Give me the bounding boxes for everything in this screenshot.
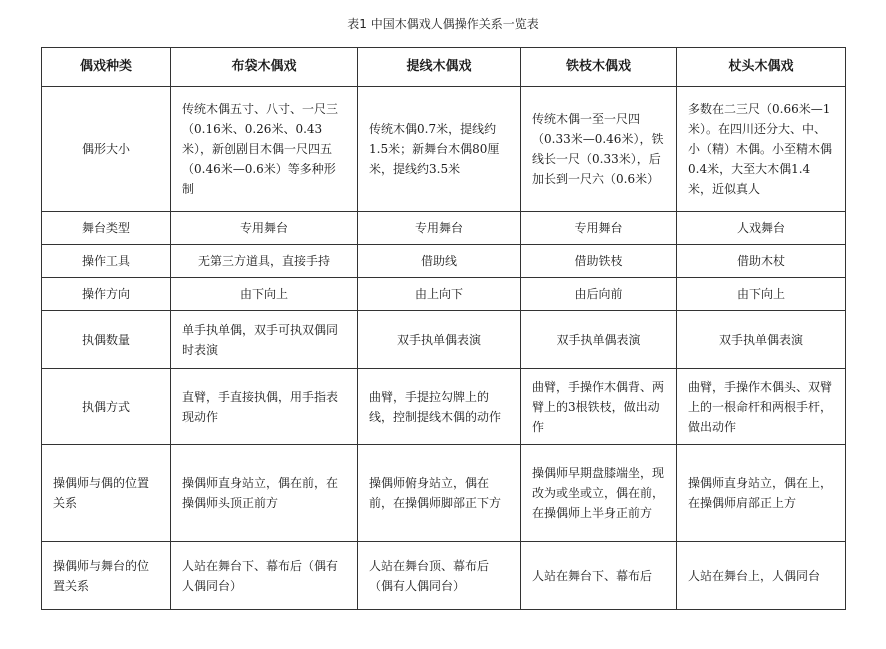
row-label [42,542,171,610]
table-cell: 多数在二三尺（0.66米—1米）。在四川还分大、中、小（精）木偶。小至精木偶0.4米，大至大木偶1.4米，近似真人 [677,87,846,212]
table-cell: 曲臂，手操作木偶头、双臂上的一根命杆和两根手杆，做出动作 [677,369,846,445]
header-cell-type: 偶戏种类 [42,48,171,87]
table-cell: 直臂，手直接执偶，用手指表现动作 [171,369,358,445]
table-cell: 专用舞台 [171,212,358,245]
header-cell-rod: 杖头木偶戏 [677,48,846,87]
header-cell-iron-rod: 铁枝木偶戏 [521,48,677,87]
table-cell: 人站在舞台上，人偶同台 [677,542,846,610]
table-row [42,542,846,610]
table-cell: 人站在舞台顶、幕布后（偶有人偶同台） [358,542,521,610]
table-cell: 曲臂，手提拉勾牌上的线，控制提线木偶的动作 [358,369,521,445]
header-cell-glove: 布袋木偶戏 [171,48,358,87]
row-label: 偶形大小 [42,87,171,212]
row-label: 操作方向 [42,278,171,311]
table-cell: 双手执单偶表演 [521,311,677,369]
table-cell: 操偶师直身站立，偶在前，在操偶师头顶正前方 [171,445,358,542]
table-cell: 传统木偶一至一尺四（0.33米—0.46米），铁线长一尺（0.33米），后加长到一尺六（0.6米） [521,87,677,212]
table-cell: 操偶师俯身站立，偶在前，在操偶师脚部正下方 [358,445,521,542]
table-caption: 表1 中国木偶戏人偶操作关系一览表 [347,17,539,31]
table-row [42,245,846,278]
row-label: 执偶数量 [42,311,171,369]
table-cell: 曲臂，手操作木偶背、两臂上的3根铁枝，做出动作 [521,369,677,445]
table-row [42,445,846,542]
row-label [42,445,171,542]
table-cell: 专用舞台 [521,212,677,245]
table-cell: 由下向上 [171,278,358,311]
table-cell: 由后向前 [521,278,677,311]
header-cell-marionette: 提线木偶戏 [358,48,521,87]
table-row [42,87,846,212]
table-cell: 单手执单偶，双手可执双偶同时表演 [171,311,358,369]
table-cell: 双手执单偶表演 [358,311,521,369]
table-cell: 人站在舞台下、幕布后 [521,542,677,610]
table-cell: 传统木偶0.7米，提线约1.5米；新舞台木偶80厘米，提线约3.5米 [358,87,521,212]
table-cell: 借助木杖 [677,245,846,278]
puppet-comparison-table [41,47,846,610]
row-label-text: 操偶师与舞台的位置关系 [53,558,150,593]
table-cell: 传统木偶五寸、八寸、一尺三（0.16米、0.26米、0.43米），新创剧目木偶一尺四五（0.46米—0.6米）等多种形制 [171,87,358,212]
table-row [42,311,846,369]
row-label: 执偶方式 [42,369,171,445]
row-label-text: 操偶师与偶的位置关系 [53,476,150,510]
table-row [42,278,846,311]
table-row [42,212,846,245]
table-cell: 操偶师直身站立，偶在上，在操偶师肩部正上方 [677,445,846,542]
table-row [42,369,846,445]
row-label: 舞台类型 [42,212,171,245]
table-cell: 无第三方道具，直接手持 [171,245,358,278]
table-cell: 人戏舞台 [677,212,846,245]
table-header-row [42,48,846,87]
table-cell: 借助线 [358,245,521,278]
table-cell: 由上向下 [358,278,521,311]
row-label: 操作工具 [42,245,171,278]
table-cell: 操偶师早期盘膝端坐，现改为或坐或立，偶在前，在操偶师上半身正前方 [521,445,677,542]
table-cell: 由下向上 [677,278,846,311]
table-cell: 借助铁枝 [521,245,677,278]
table-cell: 专用舞台 [358,212,521,245]
table-cell: 双手执单偶表演 [677,311,846,369]
table-cell: 人站在舞台下、幕布后（偶有人偶同台） [171,542,358,610]
